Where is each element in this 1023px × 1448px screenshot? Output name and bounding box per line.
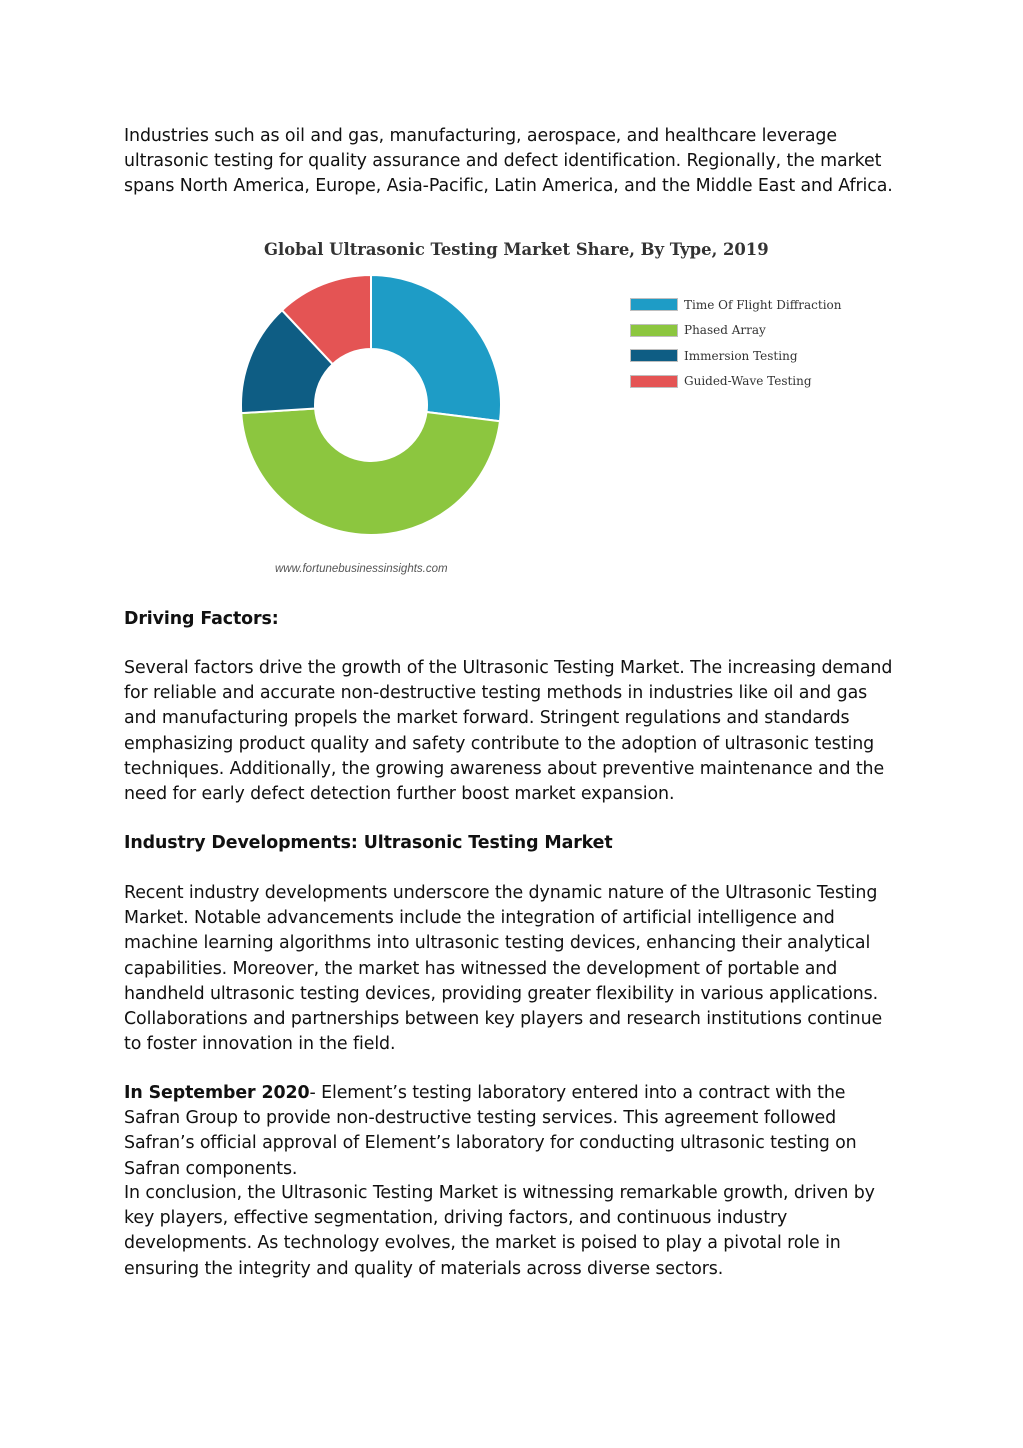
september-2020-paragraph: [124, 1081, 904, 1182]
industry-developments-paragraph: Recent industry developments underscore the dynamic nature of the Ultrasonic Testing Market. Notable advancements include the integration of artificial intelligence and machine learning algorithms into ultrasonic testing devices, enhancing their analytical capabilities. Moreover, the market has witnessed the development of portable and handheld ultrasonic testing devices, providing greater flexibility in various applications. Collaborations and partnerships between key players and research institutions continue to foster innovation in the field.: [124, 883, 883, 1055]
driving-factors-heading: Driving Factors:: [124, 609, 279, 629]
september-2020-text: - Element’s testing laboratory entered into a contract with the Safran Group to provide non-destructive testing services. This agreement followed Safran’s official approval of Element’s laboratory for conducting ultrasonic testing on Safran components.: [124, 1083, 857, 1179]
september-2020-lead: In September 2020: [124, 1083, 310, 1103]
market-share-figure: [230, 230, 850, 585]
legend-swatch: [630, 298, 678, 311]
legend-label: Phased Array: [684, 323, 766, 338]
donut-slice-phased-array: [241, 409, 500, 535]
intro-paragraph: Industries such as oil and gas, manufacturing, aerospace, and healthcare leverage ultrasonic testing for quality assurance and defect identification. Regionally, the market spans North America, Europe, Asia-Pacific, Latin America, and the Middle East and Africa.: [124, 126, 893, 197]
legend-item: [630, 318, 842, 344]
legend-swatch: [630, 324, 678, 337]
legend-swatch: [630, 349, 678, 362]
chart-title: Global Ultrasonic Testing Market Share, By Type, 2019: [264, 240, 769, 259]
driving-factors-paragraph: Several factors drive the growth of the Ultrasonic Testing Market. The increasing demand for reliable and accurate non-destructive testing methods in industries like oil and gas and manufacturing propels the market forward. Stringent regulations and standards emphasizing product quality and safety contribute to the adoption of ultrasonic testing techniques. Additionally, the growing awareness about preventive maintenance and the need for early defect detection further boost market expansion.: [124, 658, 893, 805]
legend-item: [630, 369, 842, 395]
donut-chart: [230, 275, 520, 545]
legend-label: Guided-Wave Testing: [684, 374, 812, 389]
conclusion-paragraph: In conclusion, the Ultrasonic Testing Market is witnessing remarkable growth, driven by key players, effective segmentation, driving factors, and continuous industry developments. As technology evolves, the market is poised to play a pivotal role in ensuring the integrity and quality of materials across diverse sectors.: [124, 1183, 875, 1279]
legend-swatch: [630, 375, 678, 388]
chart-legend: [630, 292, 842, 394]
chart-source: www.fortunebusinessinsights.com: [275, 563, 448, 575]
donut-slice-time-of-flight-diffraction: [371, 275, 501, 421]
legend-label: Time Of Flight Diffraction: [684, 297, 842, 312]
legend-item: [630, 343, 842, 369]
industry-developments-heading: Industry Developments: Ultrasonic Testing Market: [124, 833, 613, 853]
legend-item: [630, 292, 842, 318]
legend-label: Immersion Testing: [684, 348, 798, 363]
